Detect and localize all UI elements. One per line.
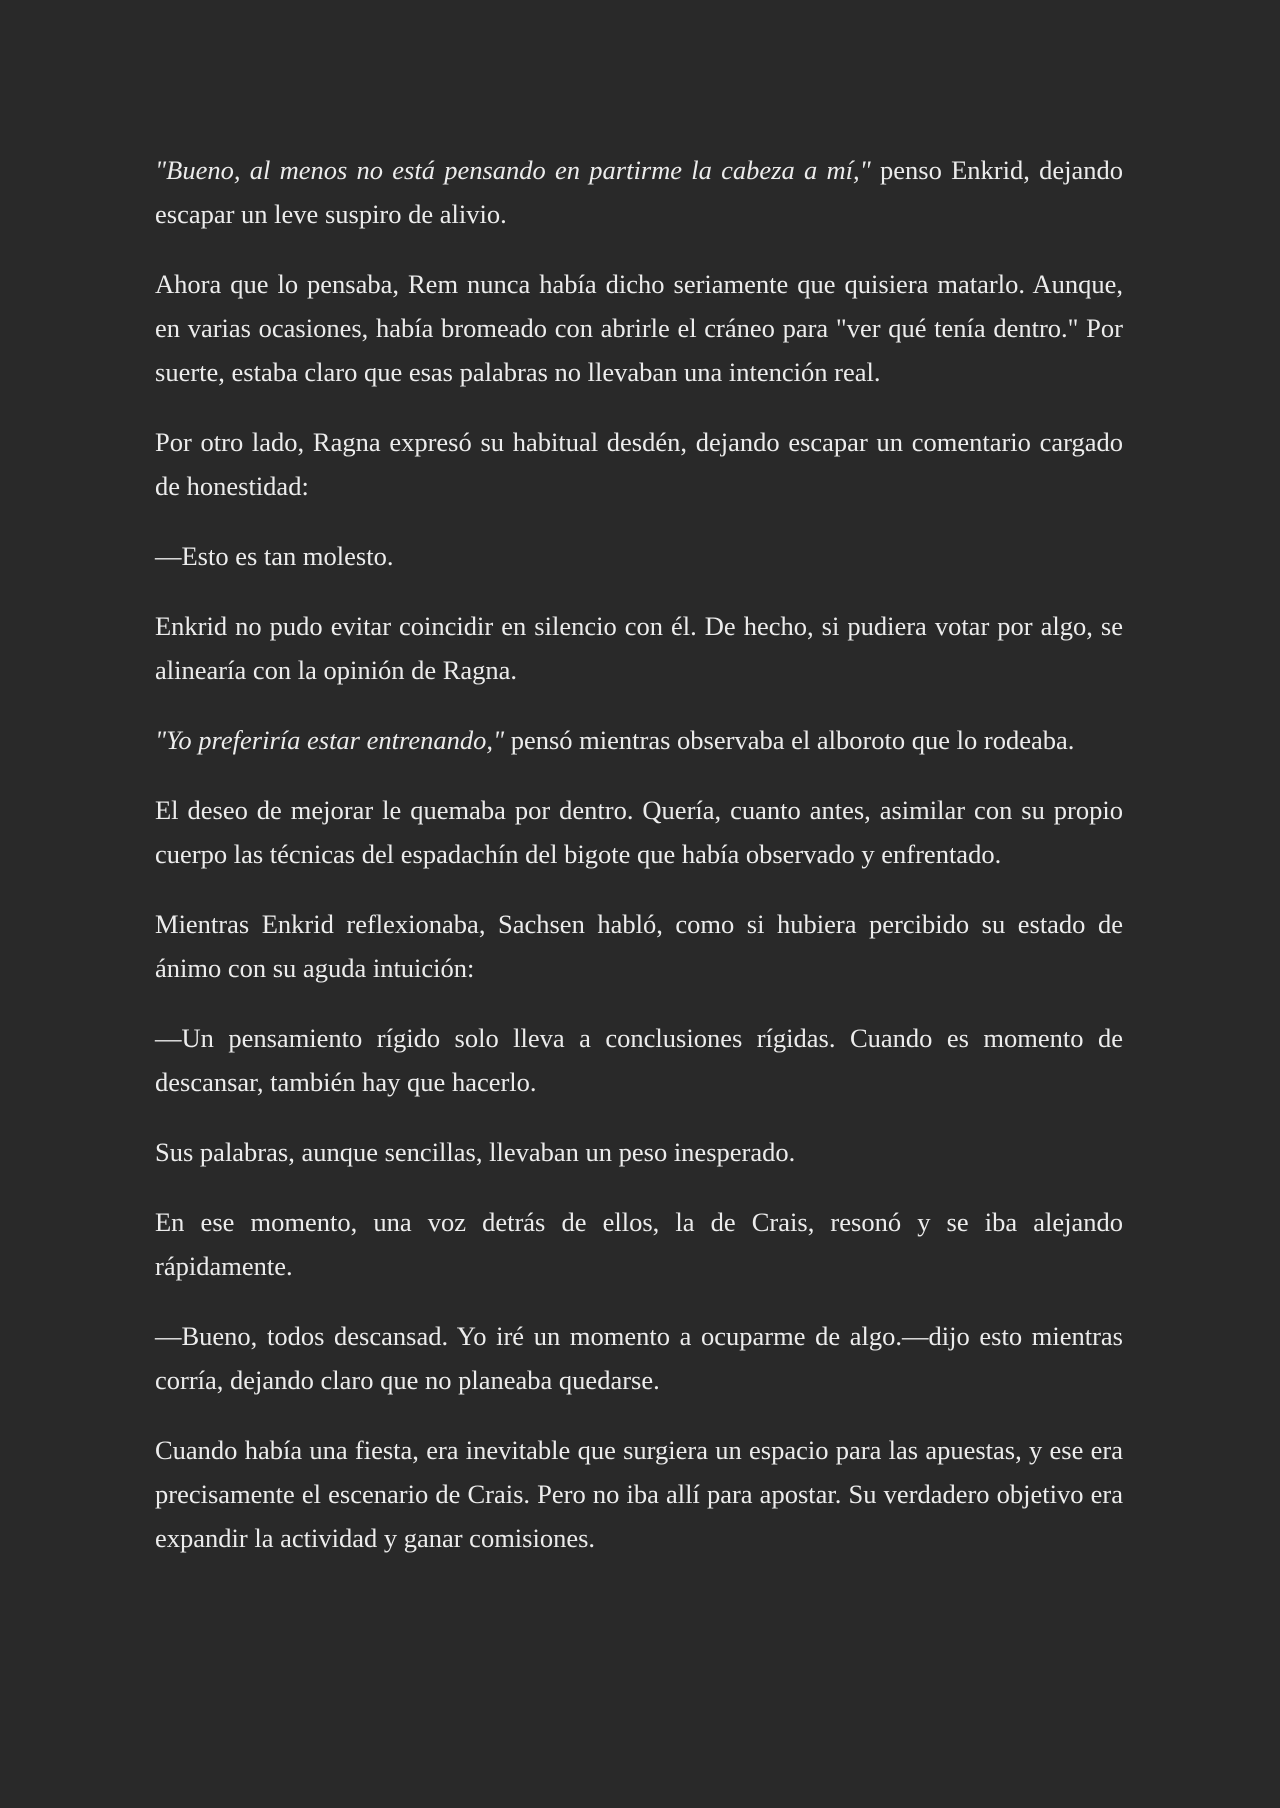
paragraph: Por otro lado, Ragna expresó su habitual desdén, dejando escapar un comentario cargado de honestidad: xyxy=(155,427,1123,501)
paragraph: Enkrid no pudo evitar coincidir en silencio con él. De hecho, si pudiera votar por algo, se alinearía con la opinión de Ragna. xyxy=(155,611,1123,685)
paragraph: Mientras Enkrid reflexionaba, Sachsen habló, como si hubiera percibido su estado de ánimo con su aguda intuición: xyxy=(155,909,1123,983)
inner-thought: "Yo preferiría estar entrenando," xyxy=(155,725,505,755)
paragraph-text: penso Enkrid, dejando escapar un leve suspiro de alivio. xyxy=(155,155,1123,229)
paragraph: Ahora que lo pensaba, Rem nunca había dicho seriamente que quisiera matarlo. Aunque, en varias ocasiones, había bromeado con abrirle el cráneo para "ver qué tenía dentro." Por suerte, estaba claro que esas palabras no llevaban una intención real. xyxy=(155,269,1123,387)
chapter-body xyxy=(155,148,1123,1586)
paragraph: Cuando había una fiesta, era inevitable que surgiera un espacio para las apuestas, y ese era precisamente el escenario de Crais. Pero no iba allí para apostar. Su verdadero objetivo era expandir la actividad y ganar comisiones. xyxy=(155,1435,1123,1553)
paragraph: Sus palabras, aunque sencillas, llevaban un peso inesperado. xyxy=(155,1137,796,1167)
inner-thought: "Bueno, al menos no está pensando en partirme la cabeza a mí," xyxy=(155,155,871,185)
paragraph: En ese momento, una voz detrás de ellos, la de Crais, resonó y se iba alejando rápidamente. xyxy=(155,1207,1123,1281)
dialogue-line: —Bueno, todos descansad. Yo iré un momento a ocuparme de algo.—dijo esto mientras corría, dejando claro que no planeaba quedarse. xyxy=(155,1321,1123,1395)
paragraph: El deseo de mejorar le quemaba por dentro. Quería, cuanto antes, asimilar con su propio cuerpo las técnicas del espadachín del bigote que había observado y enfrentado. xyxy=(155,795,1123,869)
paragraph xyxy=(155,718,1123,762)
paragraph xyxy=(155,148,1123,236)
paragraph-text: pensó mientras observaba el alboroto que lo rodeaba. xyxy=(504,725,1075,755)
dialogue-line: —Esto es tan molesto. xyxy=(155,541,394,571)
dialogue-line: —Un pensamiento rígido solo lleva a conclusiones rígidas. Cuando es momento de descansar, también hay que hacerlo. xyxy=(155,1023,1123,1097)
